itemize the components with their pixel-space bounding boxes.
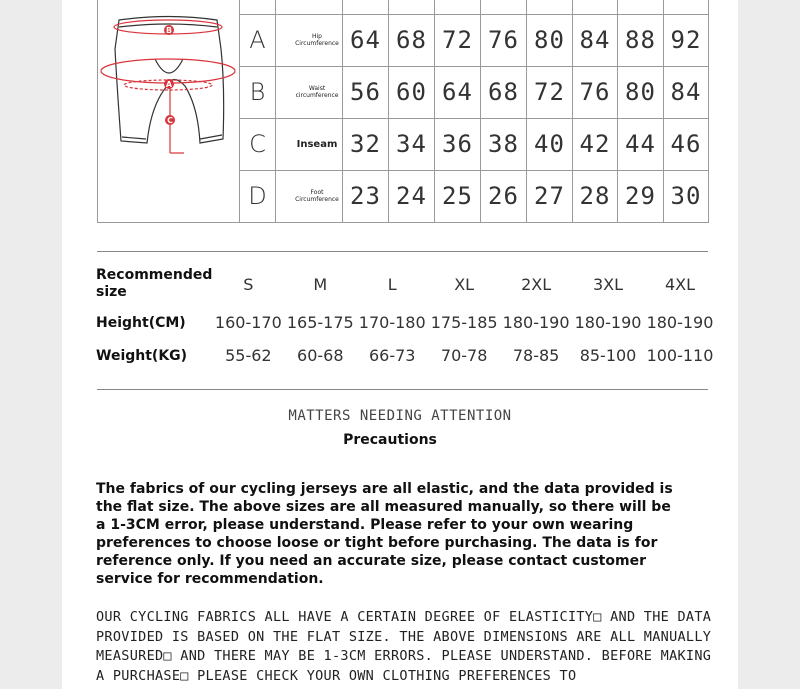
size-value: 24 <box>389 170 435 222</box>
height-value: 165-175 <box>286 313 354 332</box>
height-row <box>96 306 716 339</box>
size-value: 26 <box>481 170 527 222</box>
size-value: 30 <box>664 170 709 222</box>
weight-row <box>96 339 716 372</box>
precautions-paragraph-styled: OUR CYCLING FABRICS ALL HAVE A CERTAIN DEGREE OF ELASTICITY□ AND THE DATA PROVIDED IS BASED ON THE FLAT SIZE. THE ABOVE DIMENSIONS ARE ALL MANUALLY MEASURED□ AND THERE MAY BE 1-3CM ERRORS. PLEASE UNDERSTAND. BEFORE MAKING A PURCHASE□ PLEASE CHECK YOUR OWN CLOTHING PREFERENCES TO <box>96 609 712 684</box>
size-value: 28 <box>573 170 618 222</box>
weight-value: 100-110 <box>646 346 714 365</box>
weight-value: 78-85 <box>512 346 560 365</box>
weight-value: 66-73 <box>368 346 416 365</box>
size-value: 56 <box>343 66 389 118</box>
precautions-heading: Precautions <box>343 432 437 448</box>
size-label: 3XL <box>593 274 624 294</box>
size-label: 4XL <box>664 274 696 294</box>
size-value: 38 <box>481 118 527 170</box>
size-value: 29 <box>618 170 664 222</box>
height-value: 170-180 <box>358 313 426 332</box>
weight-value: 60-68 <box>297 346 344 365</box>
measurement-name: Hip Circumference <box>276 14 343 66</box>
size-label: M <box>313 274 328 294</box>
size-value: 25 <box>435 170 481 222</box>
cycling-shorts-diagram-icon <box>99 0 239 218</box>
size-value: 88 <box>618 14 664 66</box>
row-letter: B <box>240 66 276 118</box>
row-letter: A <box>240 14 276 66</box>
size-value: 40 <box>527 118 573 170</box>
height-value: 180-190 <box>574 313 642 332</box>
size-value: 27 <box>527 170 573 222</box>
divider <box>97 251 708 252</box>
size-value: 36 <box>435 118 481 170</box>
height-value: 160-170 <box>214 313 282 332</box>
size-value: 84 <box>573 14 618 66</box>
measurement-name: Waist circumference <box>276 66 343 118</box>
size-value: 92 <box>664 14 709 66</box>
size-value: 80 <box>618 66 664 118</box>
marker-b: B <box>165 26 172 35</box>
size-value: 64 <box>343 14 389 66</box>
size-chart-table <box>97 0 709 223</box>
size-value: 68 <box>481 66 527 118</box>
product-detail-page <box>62 0 738 689</box>
attention-heading: MATTERS NEEDING ATTENTION <box>288 408 512 424</box>
measurement-name: Inseam <box>276 118 343 170</box>
size-label: L <box>387 274 397 294</box>
size-value: 76 <box>481 14 527 66</box>
size-value: 60 <box>389 66 435 118</box>
row-letter: D <box>240 170 276 222</box>
size-value: 32 <box>343 118 389 170</box>
weight-value: 55-62 <box>225 346 272 365</box>
size-value: 44 <box>618 118 664 170</box>
size-value: 46 <box>664 118 709 170</box>
weight-label: Weight(KG) <box>96 347 188 364</box>
size-value: 42 <box>573 118 618 170</box>
recommended-size-table <box>96 262 716 372</box>
size-value: 72 <box>435 14 481 66</box>
size-label: S <box>243 274 254 294</box>
height-value: 175-185 <box>430 313 498 332</box>
marker-c: C <box>166 116 173 125</box>
weight-value: 70-78 <box>440 346 488 365</box>
divider <box>97 389 708 390</box>
size-value: 84 <box>664 66 709 118</box>
size-label: XL <box>454 274 475 294</box>
size-value: 64 <box>435 66 481 118</box>
size-value: 23 <box>343 170 389 222</box>
marker-a: A <box>165 80 172 89</box>
weight-value: 85-100 <box>579 346 637 365</box>
measurement-name: Foot Circumference <box>276 170 343 222</box>
size-label: 2XL <box>521 274 552 294</box>
size-value: 68 <box>389 14 435 66</box>
size-value: 72 <box>527 66 573 118</box>
sizes-row <box>96 262 716 306</box>
size-value: 76 <box>573 66 618 118</box>
size-value: 34 <box>389 118 435 170</box>
row-letter: C <box>240 118 276 170</box>
height-value: 180-190 <box>646 313 714 332</box>
shorts-diagram <box>98 0 240 223</box>
precautions-paragraph: The fabrics of our cycling jerseys are all elastic, and the data provided is the flat size. The above sizes are all measured manually, so there will be a 1-3CM error, please understand. Please refer to your own wearing preferences to choose loose or tight before purchasing. The data is for reference only. If you need an accurate size, please contact customer service for recommendation. <box>96 481 673 587</box>
recommended-size-label: Recommended size <box>96 267 213 300</box>
height-label: Height(CM) <box>96 314 186 331</box>
size-value: 80 <box>527 14 573 66</box>
height-value: 180-190 <box>502 313 570 332</box>
